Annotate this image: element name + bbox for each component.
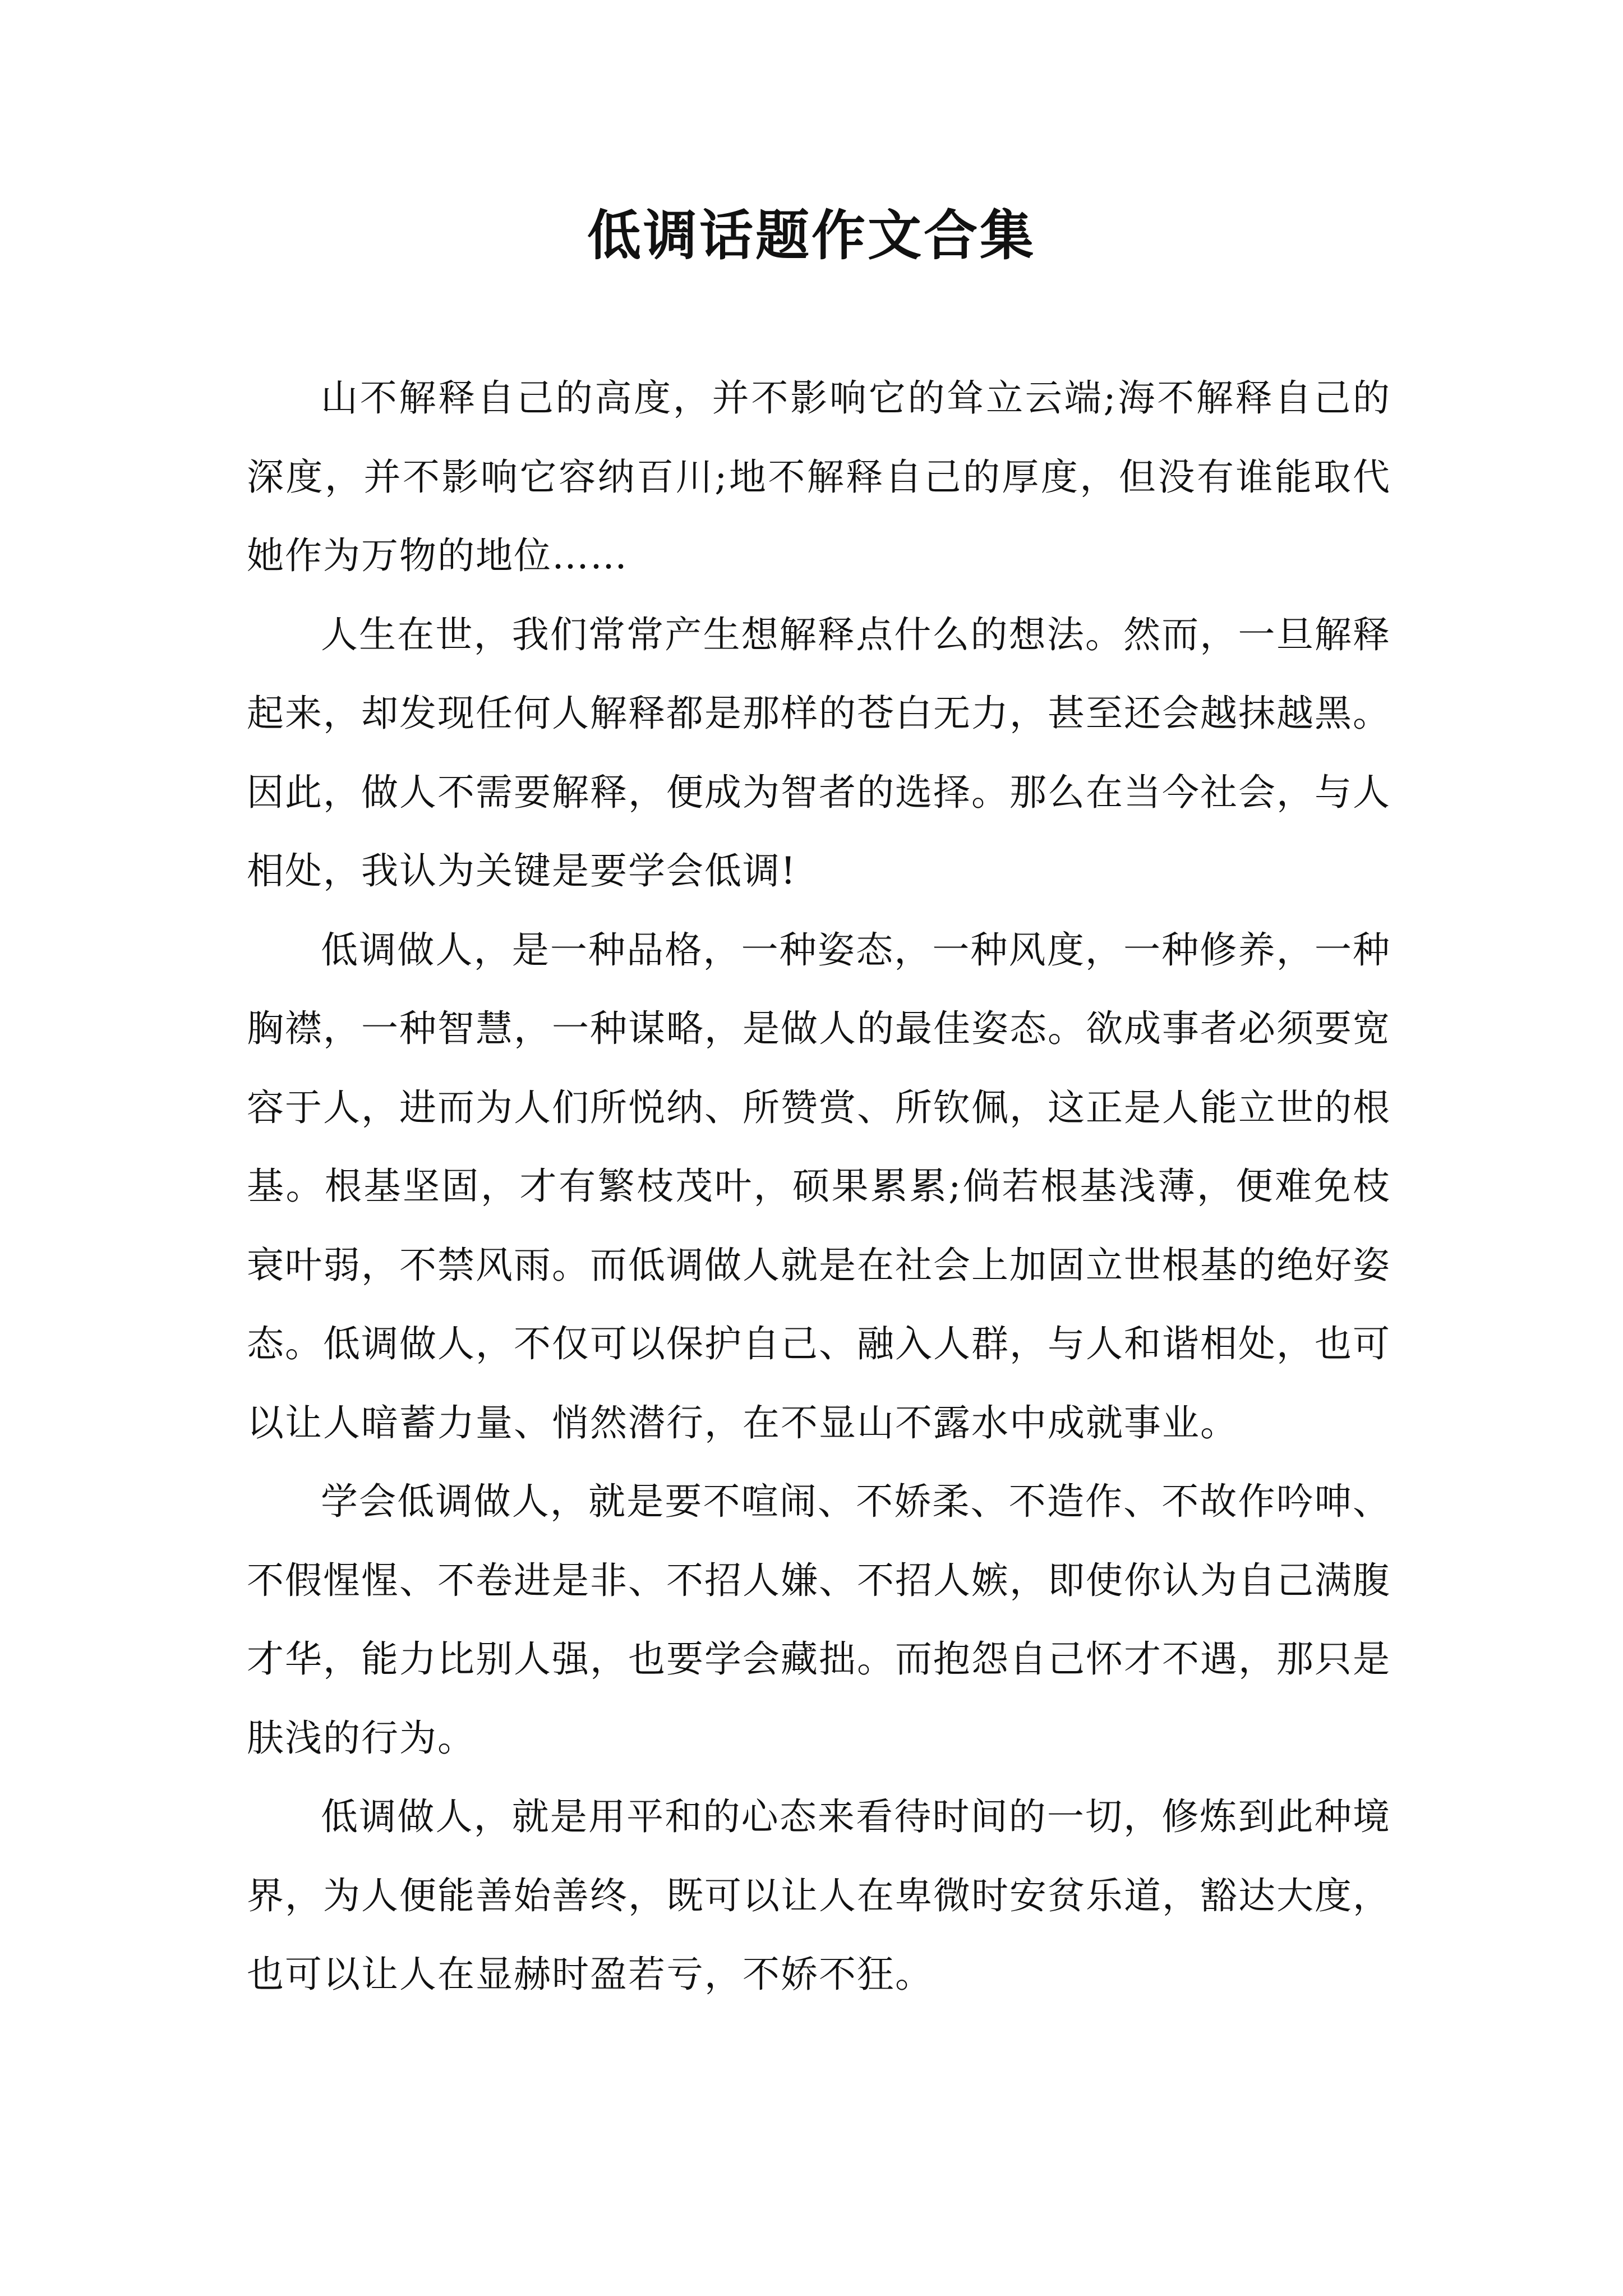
- document-body: [247, 359, 1391, 2014]
- paragraph: 人生在世，我们常常产生想解释点什么的想法。然而，一旦解释起来，却发现任何人解释都是那样的苍白无力，甚至还会越抹越黑。因此，做人不需要解释，便成为智者的选择。那么在当今社会，与人相处，我认为关键是要学会低调!: [247, 613, 1391, 892]
- paragraph: 山不解释自己的高度，并不影响它的耸立云端;海不解释自己的深度，并不影响它容纳百川;地不解释自己的厚度，但没有谁能取代她作为万物的地位……: [247, 376, 1391, 577]
- paragraph: 学会低调做人，就是要不喧闹、不娇柔、不造作、不故作吟呻、不假惺惺、不卷进是非、不招人嫌、不招人嫉，即使你认为自己满腹才华，能力比别人强，也要学会藏拙。而抱怨自己怀才不遇，那只是肤浅的行为。: [247, 1480, 1391, 1760]
- paragraph: 低调做人，就是用平和的心态来看待时间的一切，修炼到此种境界，为人便能善始善终，既可以让人在卑微时安贫乐道，豁达大度，也可以让人在显赫时盈若亏，不娇不狂。: [247, 1795, 1391, 1996]
- paragraph: 低调做人，是一种品格，一种姿态，一种风度，一种修养，一种胸襟，一种智慧，一种谋略，是做人的最佳姿态。欲成事者必须要宽容于人，进而为人们所悦纳、所赞赏、所钦佩，这正是人能立世的根基。根基坚固，才有繁枝茂叶，硕果累累;倘若根基浅薄，便难免枝衰叶弱，不禁风雨。而低调做人就是在社会上加固立世根基的绝好姿态。低调做人，不仅可以保护自己、融入人群，与人和谐相处，也可以让人暗蓄力量、悄然潜行，在不显山不露水中成就事业。: [247, 928, 1391, 1444]
- document-title: 低调话题作文合集: [587, 204, 1036, 267]
